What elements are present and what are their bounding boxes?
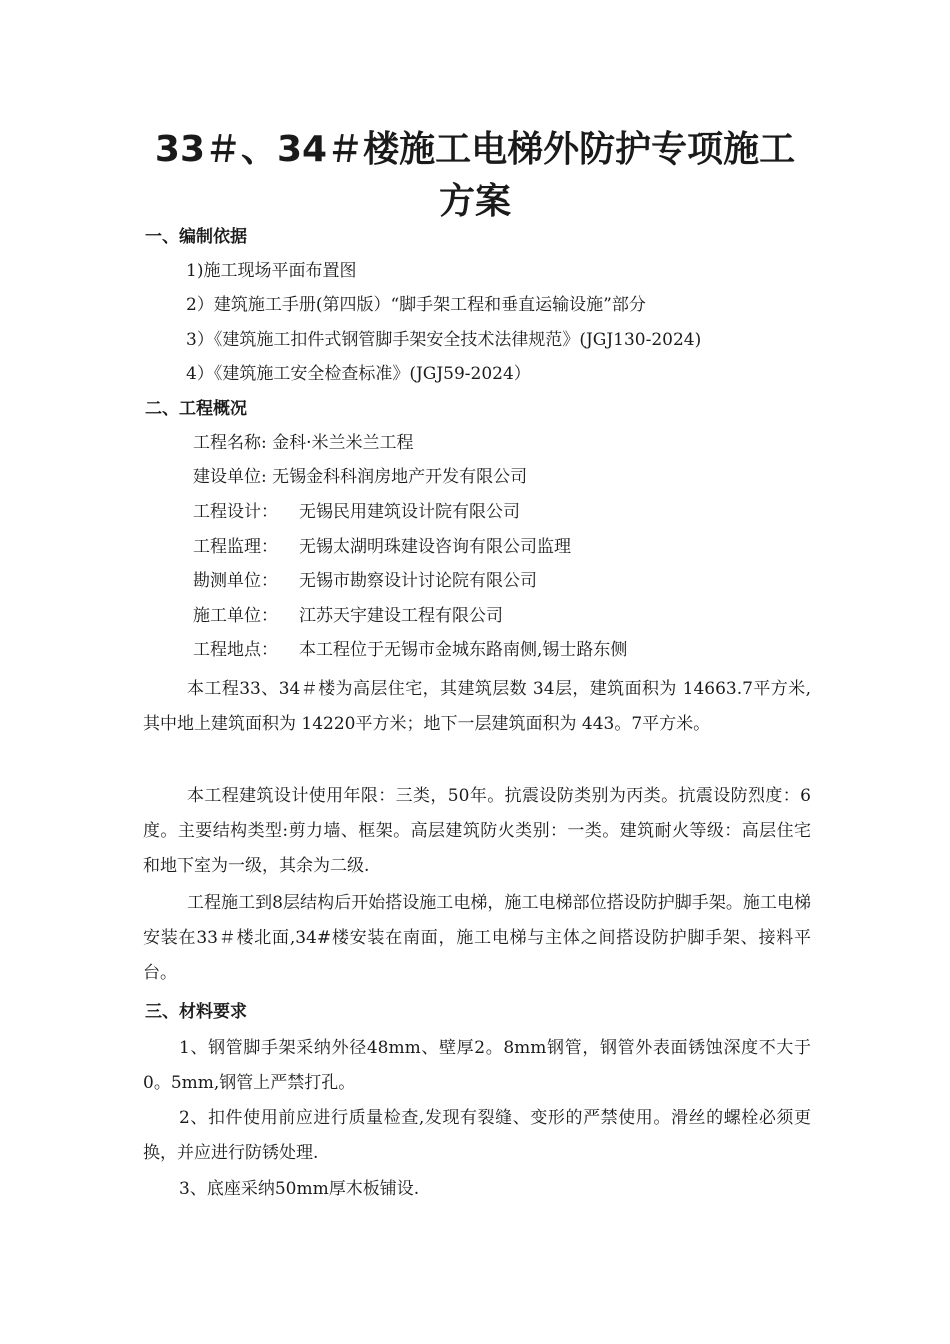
section-1-heading: 一、编制依据 (145, 227, 247, 247)
material-paragraph-2: 2、扣件使用前应进行质量检查,发现有裂缝、变形的严禁使用。滑丝的螺栓必须更换，并应进行防锈处理. (143, 1108, 811, 1163)
project-info-label: 工程监理： (193, 537, 278, 557)
project-info-value: 无锡民用建筑设计院有限公司 (299, 502, 520, 522)
project-info-row (193, 638, 627, 662)
overview-paragraph-3: 工程施工到8层结构后开始搭设施工电梯，施工电梯部位搭设防护脚手架。施工电梯安装在33＃楼北面,34#楼安装在南面，施工电梯与主体之间搭设防护脚手架、接料平台。 (143, 893, 811, 983)
project-info-label: 工程地点： (193, 640, 278, 660)
project-info-label: 工程名称: (193, 433, 267, 453)
section-1-item-2: 2）建筑施工手册(第四版）“脚手架工程和垂直运输设施”部分 (186, 295, 646, 315)
section-1-item-4: 4）《建筑施工安全检查标准》(JGJ59-2024） (186, 364, 531, 384)
project-info-value: 无锡市勘察设计讨论院有限公司 (299, 571, 537, 591)
material-paragraph-3: 3、底座采纳50mm厚木板铺设. (179, 1179, 420, 1199)
project-info-row (193, 465, 527, 489)
project-info-value: 本工程位于无锡市金城东路南侧,锡士路东侧 (299, 640, 628, 660)
project-info-value: 无锡金科科润房地产开发有限公司 (272, 467, 528, 487)
project-info-row (193, 431, 414, 455)
project-info-label: 建设单位: (193, 467, 267, 487)
project-info-label: 勘测单位： (193, 571, 278, 591)
project-info-label: 工程设计： (193, 502, 278, 522)
section-1-item-3: 3）《建筑施工扣件式钢管脚手架安全技术法律规范》(JGJ130-2024) (186, 330, 702, 350)
overview-paragraph-2: 本工程建筑设计使用年限：三类，50年。抗震设防类别为丙类。抗震设防烈度：6度。主要结构类型:剪力墙、框架。高层建筑防火类别：一类。建筑耐火等级：高层住宅和地下室为一级，其余为二级. (143, 786, 811, 876)
project-info-row (193, 500, 520, 524)
project-info-value: 金科·米兰米兰工程 (272, 433, 414, 453)
project-info-row (193, 535, 571, 559)
section-2-heading: 二、工程概况 (145, 399, 247, 419)
project-info-row (193, 604, 503, 628)
project-info-value: 江苏天宇建设工程有限公司 (299, 606, 503, 626)
section-1-item-1: 1)施工现场平面布置图 (186, 261, 357, 281)
material-paragraph-1: 1、钢管脚手架采纳外径48mm、壁厚2。8mm钢管，钢管外表面锈蚀深度不大于0。5mm,钢管上严禁打孔。 (143, 1038, 811, 1093)
overview-paragraph-1: 本工程33、34＃楼为高层住宅，其建筑层数 34层，建筑面积为 14663.7平方米,其中地上建筑面积为 14220平方米；地下一层建筑面积为 443。7平方米。 (143, 679, 811, 734)
document-title-line-2: 方案 (438, 181, 511, 222)
document-title-line-1: 33＃、34＃楼施工电梯外防护专项施工 (154, 129, 796, 170)
project-info-row (193, 569, 537, 593)
section-3-heading: 三、材料要求 (145, 1002, 247, 1022)
project-info-value: 无锡太湖明珠建设咨询有限公司监理 (299, 537, 571, 557)
project-info-label: 施工单位： (193, 606, 278, 626)
